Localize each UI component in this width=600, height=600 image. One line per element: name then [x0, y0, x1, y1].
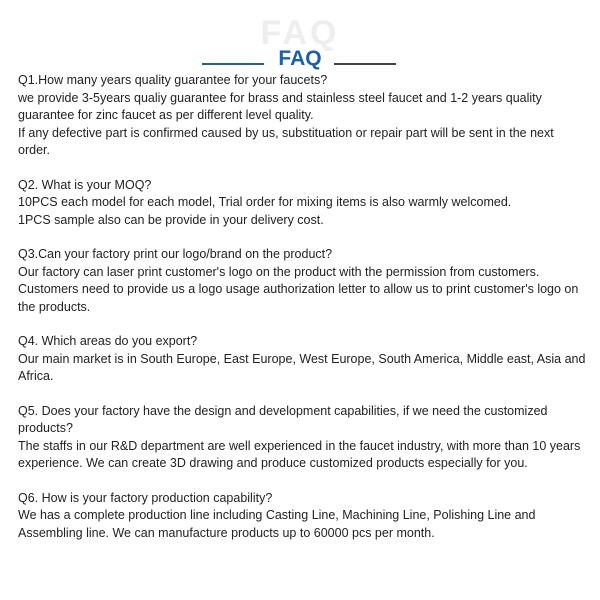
page-title: FAQ: [278, 47, 322, 70]
faq-answer: Our main market is in South Europe, East Europe, West Europe, South America, Middle east, Asia and Africa.: [18, 351, 586, 383]
faq-question: Q4. Which areas do you export?: [18, 334, 198, 348]
faq-item-q6: [18, 490, 586, 543]
title-divider-right: [334, 63, 396, 65]
faq-item-q1: [18, 72, 586, 160]
title-divider-left: [202, 63, 264, 65]
faq-answer: 1PCS sample also can be provide in your delivery cost.: [18, 212, 324, 227]
faq-question: Q6. How is your factory production capability?: [18, 490, 273, 505]
faq-question: Q3.Can your factory print our logo/brand on the product?: [18, 247, 333, 261]
faq-answer: Customers need to provide us a logo usage authorization letter to allow us to print customer's logo on the products.: [18, 282, 579, 314]
faq-item-q2: [18, 177, 586, 230]
faq-answer: we provide 3-5years qualiy guarantee for brass and stainless steel faucet and 1-2 years quality guarantee for zinc faucet as per different level quality.: [18, 90, 542, 122]
faq-answer: The staffs in our R&D department are well experienced in the faucet industry, with more than 10 years experience. We can create 3D drawing and produce customized products especially for you.: [18, 438, 581, 470]
faq-item-q5: [18, 403, 586, 473]
faq-item-q4: [18, 333, 586, 386]
faq-answer: If any defective part is confirmed caused by us, substituation or repair part will be sent in the next order.: [18, 125, 554, 157]
faq-list: [18, 72, 586, 559]
faq-header: [0, 14, 600, 74]
faq-question: Q5. Does your factory have the design and development capabilities, if we need the customized products?: [18, 403, 548, 435]
faq-question: Q2. What is your MOQ?: [18, 177, 152, 192]
title-row: [0, 34, 600, 70]
faq-answer: 10PCS each model for each model, Trial order for mixing items is also warmly welcomed.: [18, 195, 512, 209]
faq-watermark: FAQ: [260, 14, 340, 52]
faq-answer: We has a complete production line including Casting Line, Machining Line, Polishing Line and Assembling line. We can manufacture products up to 60000 pcs per month.: [18, 508, 536, 540]
faq-question: Q1.How many years quality guarantee for your faucets?: [18, 73, 328, 87]
faq-item-q3: [18, 246, 586, 316]
faq-answer: Our factory can laser print customer's logo on the product with the permission from customers.: [18, 264, 540, 279]
